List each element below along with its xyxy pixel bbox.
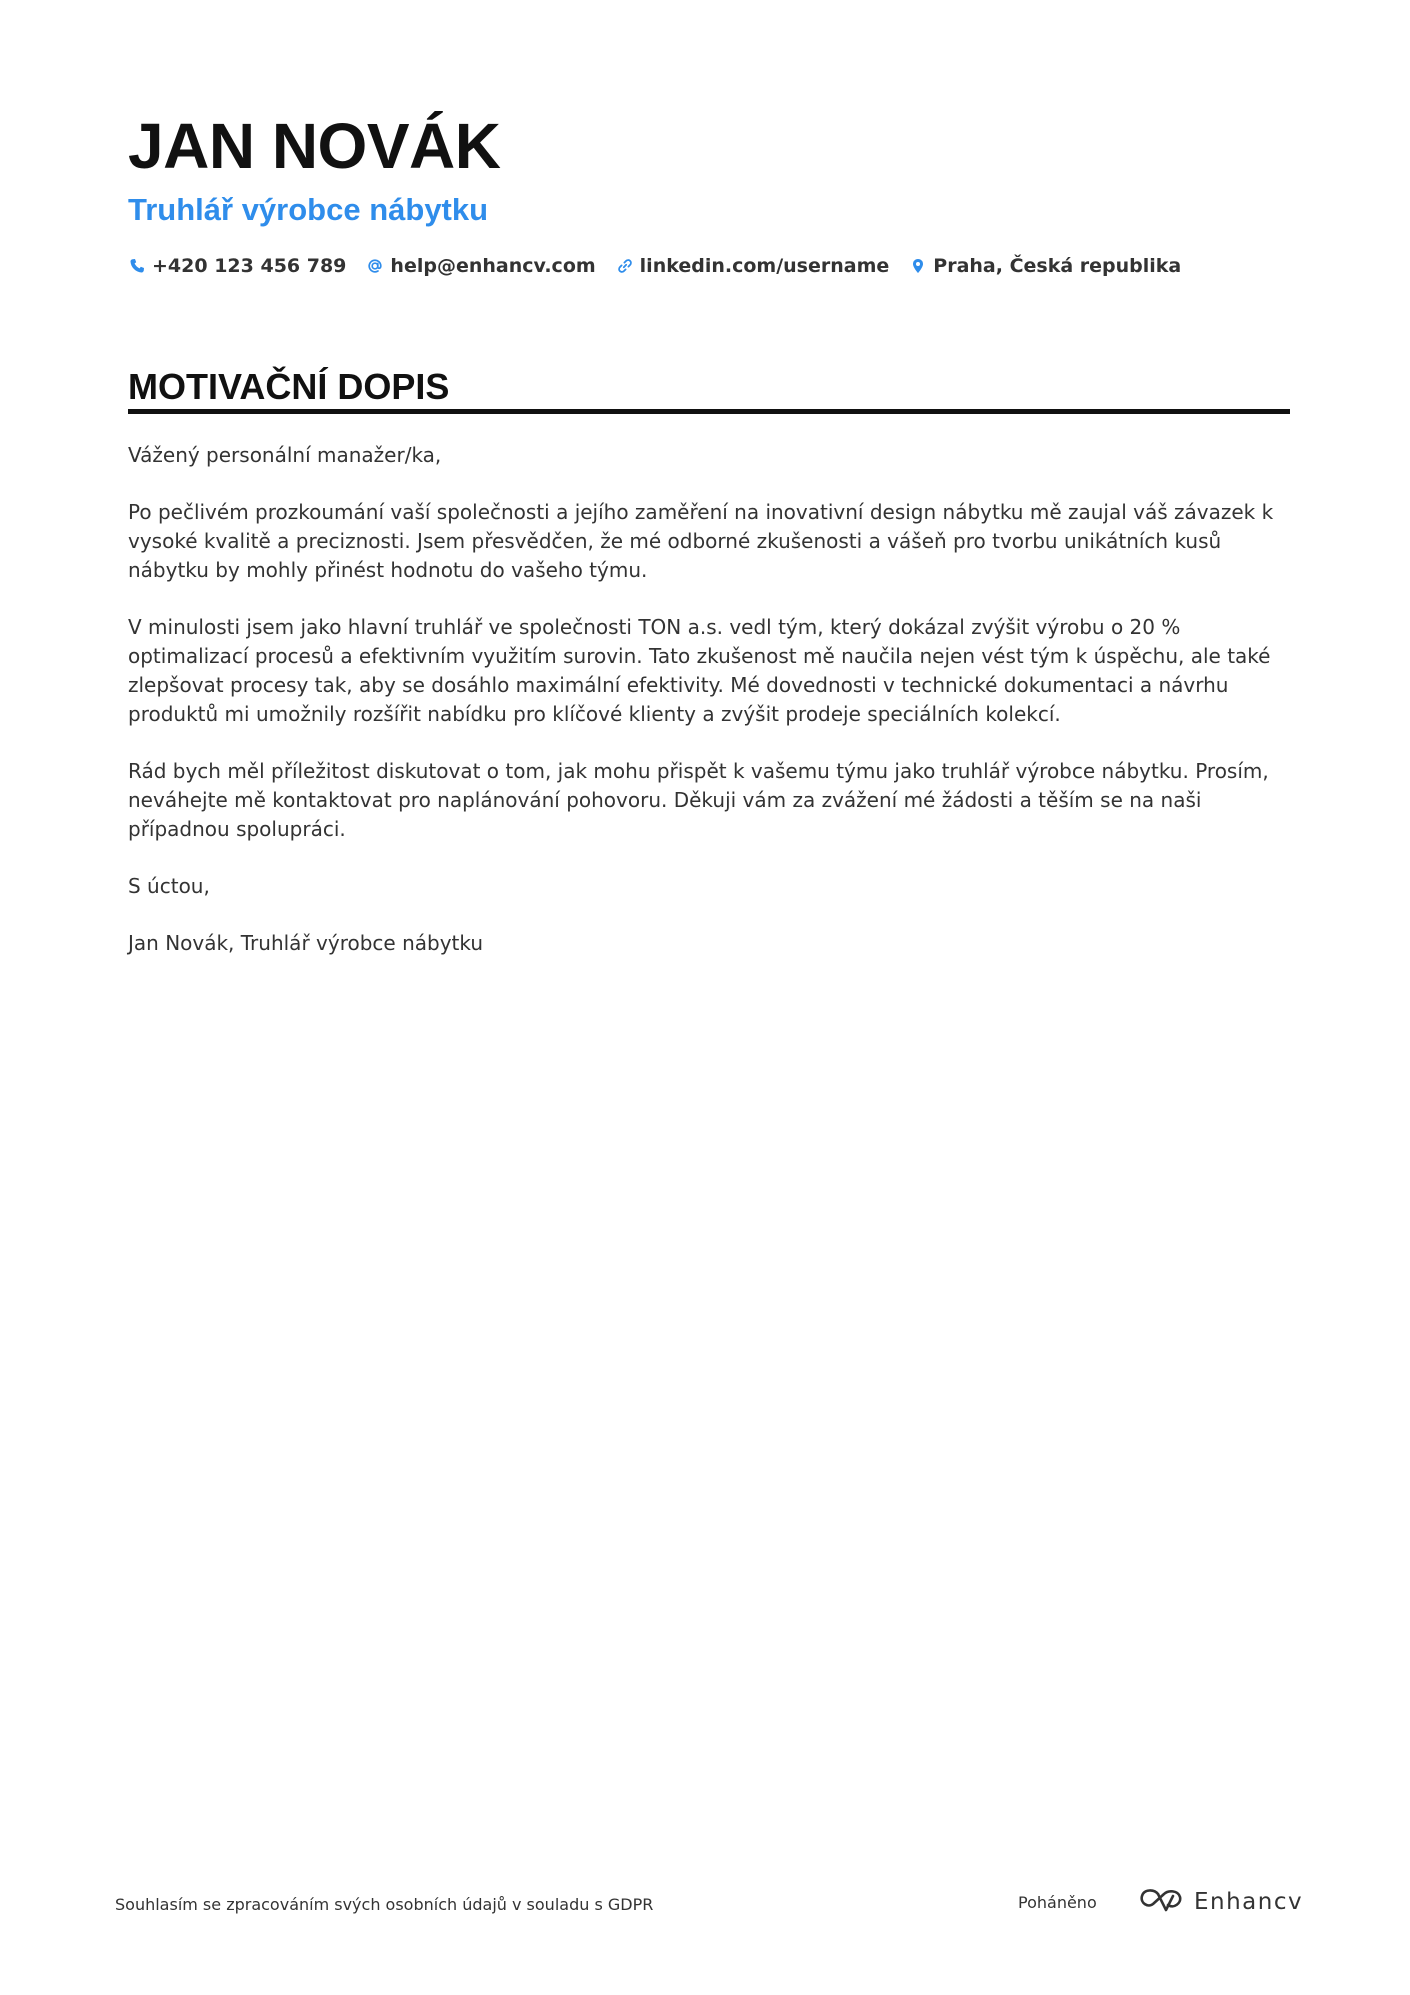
contact-bar bbox=[128, 252, 1181, 280]
letter-paragraph: Rád bych měl příležitost diskutovat o tom, jak mohu přispět k vašemu týmu jako truhlář výrobce nábytku. Prosím, neváhejte mě kontaktovat pro naplánování pohovoru. Děkuji vám za zvážení mé žádosti a těším se na naši případnou spolupráci. bbox=[128, 759, 1269, 841]
letter-paragraph: V minulosti jsem jako hlavní truhlář ve společnosti TON a.s. vedl tým, který dokázal zvýšit výrobu o 20 % optimalizací procesů a efektivním využitím surovin. Tato zkušenost mě naučila nejen vést tým k úspěchu, ale také zlepšovat procesy tak, aby se dosáhlo maximální efektivity. Mé dovednosti v technické dokumentaci a návrhu produktů mi umožnily rozšířit nabídku pro klíčové klienty a zvýšit prodeje speciálních kolekcí. bbox=[128, 615, 1271, 726]
contact-location-text: Praha, Česká republika bbox=[933, 255, 1182, 277]
enhancv-logo-icon bbox=[1138, 1886, 1184, 1918]
letter-closing: S úctou, bbox=[128, 874, 210, 898]
enhancv-brand-name: Enhancv bbox=[1194, 1889, 1304, 1915]
section-divider bbox=[128, 409, 1290, 414]
contact-linkedin-text: linkedin.com/username bbox=[639, 255, 890, 277]
contact-phone bbox=[128, 252, 346, 280]
link-icon bbox=[616, 257, 634, 275]
at-icon bbox=[366, 257, 384, 275]
powered-by-label: Poháněno bbox=[1018, 1893, 1097, 1912]
contact-phone-text: +420 123 456 789 bbox=[152, 255, 347, 277]
contact-location bbox=[909, 252, 1181, 280]
letter-signature: Jan Novák, Truhlář výrobce nábytku bbox=[128, 931, 484, 955]
contact-email-text: help@enhancv.com bbox=[390, 255, 596, 277]
section-title: MOTIVAČNÍ DOPIS bbox=[128, 366, 450, 407]
location-pin-icon bbox=[909, 257, 927, 275]
phone-icon bbox=[128, 257, 146, 275]
gdpr-consent-text: Souhlasím se zpracováním svých osobních údajů v souladu s GDPR bbox=[115, 1895, 654, 1914]
contact-email[interactable] bbox=[366, 252, 595, 280]
letter-salutation: Vážený personální manažer/ka, bbox=[128, 443, 442, 467]
candidate-name: JAN NOVÁK bbox=[128, 110, 501, 182]
contact-linkedin[interactable] bbox=[616, 252, 890, 280]
candidate-role: Truhlář výrobce nábytku bbox=[128, 192, 489, 227]
enhancv-logo[interactable] bbox=[1138, 1886, 1303, 1918]
letter-paragraph: Po pečlivém prozkoumání vaší společnosti a jejího zaměření na inovativní design nábytku mě zaujal váš závazek k vysoké kvalitě a preciznosti. Jsem přesvědčen, že mé odborné zkušenosti a vášeň pro tvorbu unikátních kusů nábytku by mohly přinést hodnotu do vašeho týmu. bbox=[128, 500, 1274, 582]
letter-body bbox=[128, 441, 1290, 986]
